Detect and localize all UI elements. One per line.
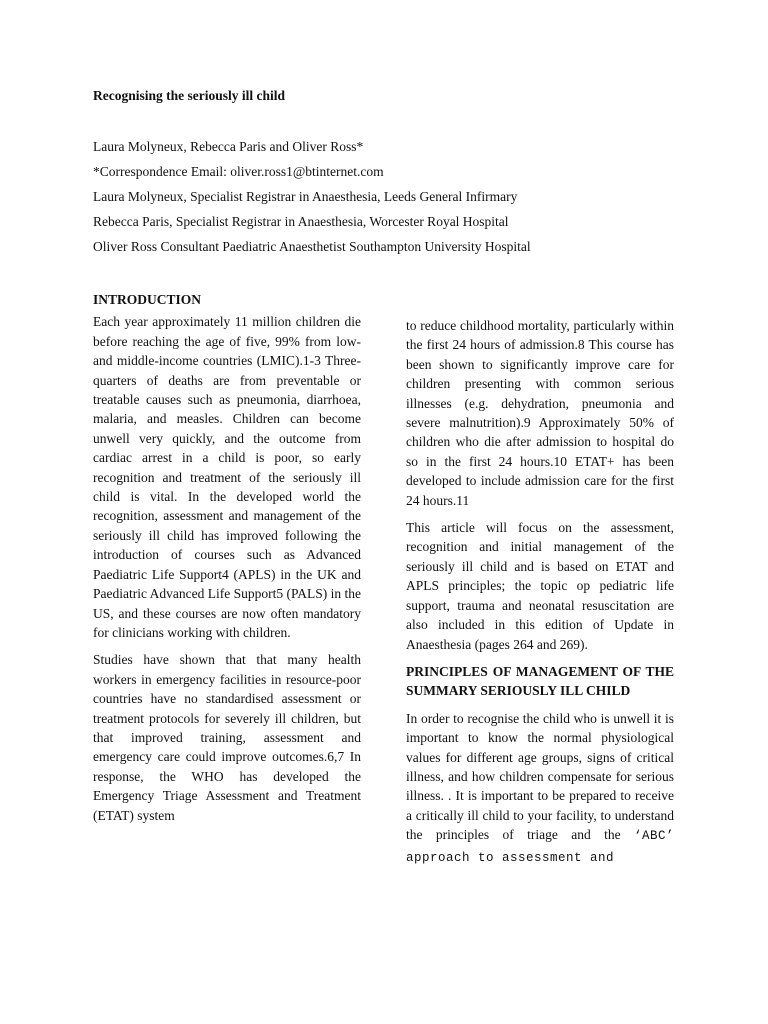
left-column	[93, 290, 361, 833]
body-paragraph: to reduce childhood mortality, particularly within the first 24 hours of admission.8 This course has been shown to significantly improve care for children presenting with common serious illnesses (e.g. dehydration, pneumonia and severe malnutrition).9 Approximately 50% of children who die after admission to hospital do so in the first 24 hours.10 ETAT+ has been developed to include admission care for the first 24 hours.11	[406, 318, 674, 508]
body-paragraph: This article will focus on the assessment, recognition and initial management of the seriously ill child and is based on ETAT and APLS principles; the topic op pediatric life support, trauma and neonatal resuscitation are also included in this edition of Update in Anaesthesia (pages 264 and 269).	[406, 520, 674, 652]
section-heading-introduction: INTRODUCTION	[93, 292, 202, 307]
correspondence-line: *Correspondence Email: oliver.ross1@btinternet.com	[93, 164, 384, 179]
affiliation-line: Rebecca Paris, Specialist Registrar in Anaesthesia, Worcester Royal Hospital	[93, 214, 509, 229]
article-title: Recognising the seriously ill child	[93, 88, 286, 103]
body-paragraph	[406, 709, 674, 868]
affiliation-line: Laura Molyneux, Specialist Registrar in Anaesthesia, Leeds General Infirmary	[93, 189, 518, 204]
body-text-tail: ‘ABC’ approach to assessment and	[406, 829, 674, 865]
right-column	[406, 316, 674, 868]
body-text: In order to recognise the child who is unwell it is important to know the normal physiological values for different age groups, signs of critical illness, and how children compensate for serious illness. . It is important to be prepared to receive a critically ill child to your facility, to understand the principles of triage and the	[406, 710, 674, 843]
authors-line: Laura Molyneux, Rebecca Paris and Oliver Ross*	[93, 139, 364, 154]
affiliation-line: Oliver Ross Consultant Paediatric Anaesthetist Southampton University Hospital	[93, 239, 531, 254]
section-heading-principles: PRINCIPLES OF MANAGEMENT OF THE SUMMARY SERIOUSLY ILL CHILD	[406, 663, 674, 699]
body-paragraph: Each year approximately 11 million children die before reaching the age of five, 99% from low- and middle-income countries (LMIC).1-3 Three-quarters of deaths are from preventable or treatable causes such as pneumonia, diarrhoea, malaria, and measles. Children can become unwell very quickly, and the outcome from cardiac arrest in a child is poor, so early recognition and treatment of the seriously ill child is vital. In the developed world the recognition, assessment and management of the seriously ill child has improved following the introduction of courses such as Advanced Paediatric Life Support4 (APLS) in the UK and Paediatric Advanced Life Support5 (PALS) in the US, and these courses are now often mandatory for clinicians working with children.	[93, 314, 361, 640]
body-paragraph: Studies have shown that that many health workers in emergency facilities in resource-poor countries have no standardised assessment or treatment protocols for severely ill children, but that improved training, assessment and emergency care could improve outcomes.6,7 In response, the WHO has developed the Emergency Triage Assessment and Treatment (ETAT) system	[93, 652, 361, 823]
